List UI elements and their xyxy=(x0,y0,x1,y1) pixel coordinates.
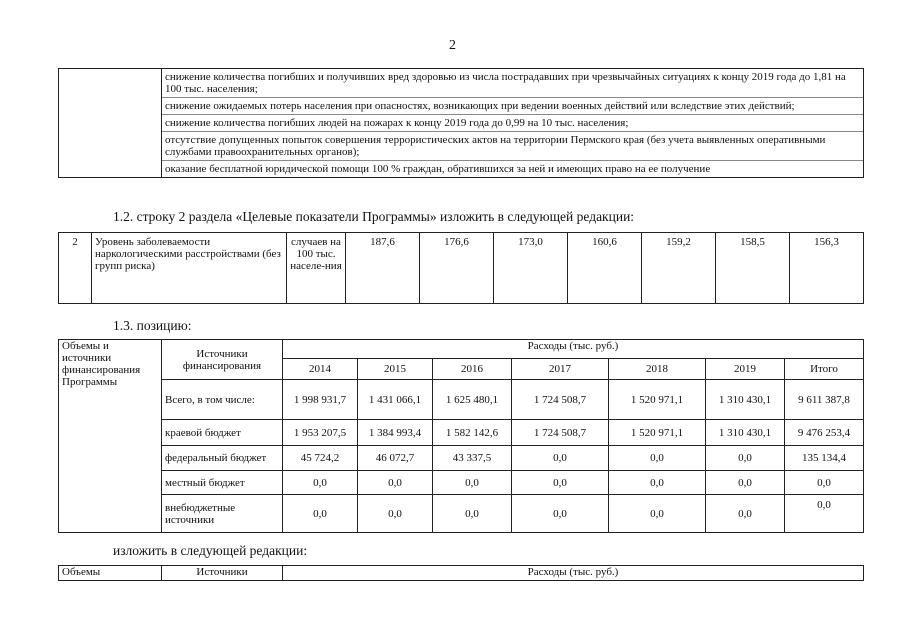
indicator-value: 159,2 xyxy=(642,233,716,304)
new-finance-table xyxy=(58,565,864,581)
indicator-table xyxy=(58,232,864,304)
finance-value: 135 134,4 xyxy=(785,446,864,471)
finance-value: 0,0 xyxy=(512,495,609,533)
table-row xyxy=(59,471,864,495)
year-header: 2018 xyxy=(609,359,706,380)
indicator-name: Уровень заболеваемости наркологическими расстройствами (без групп риска) xyxy=(92,233,287,304)
finance-value: 1 310 430,1 xyxy=(706,420,785,446)
source-name: краевой бюджет xyxy=(162,420,283,446)
finance-value: 0,0 xyxy=(433,471,512,495)
year-header: 2016 xyxy=(433,359,512,380)
indicator-value: 176,6 xyxy=(420,233,494,304)
table-row xyxy=(59,380,864,420)
finance-value: 0,0 xyxy=(785,471,864,495)
finance-value: 1 520 971,1 xyxy=(609,380,706,420)
indicator-unit: случаев на 100 тыс. населе-ния xyxy=(287,233,346,304)
finance-value: 1 998 931,7 xyxy=(283,380,358,420)
section-heading-new: изложить в следующей редакции: xyxy=(113,543,308,558)
finance-value: 1 724 508,7 xyxy=(512,380,609,420)
new-table-sources: Источники xyxy=(162,566,283,581)
year-header: 2017 xyxy=(512,359,609,380)
table-row xyxy=(59,495,864,533)
goal-item: снижение ожидаемых потерь населения при опасностях, возникающих при ведении военных действий или вследствие этих действий; xyxy=(162,97,863,114)
finance-value: 0,0 xyxy=(609,495,706,533)
section-heading-1-3: 1.3. позицию: xyxy=(113,318,192,333)
finance-value: 0,0 xyxy=(358,495,433,533)
expenses-header: Расходы (тыс. руб.) xyxy=(283,340,864,359)
finance-value: 0,0 xyxy=(609,446,706,471)
finance-table xyxy=(58,339,864,533)
finance-value: 0,0 xyxy=(706,495,785,533)
finance-value: 0,0 xyxy=(785,495,864,533)
finance-value: 0,0 xyxy=(283,471,358,495)
finance-value: 9 611 387,8 xyxy=(785,380,864,420)
finance-value: 0,0 xyxy=(512,446,609,471)
finance-value: 0,0 xyxy=(706,446,785,471)
indicator-value: 173,0 xyxy=(494,233,568,304)
indicator-value: 160,6 xyxy=(568,233,642,304)
source-name: внебюджетные источники xyxy=(162,495,283,533)
finance-value: 0,0 xyxy=(512,471,609,495)
finance-value: 1 582 142,6 xyxy=(433,420,512,446)
finance-value: 1 625 480,1 xyxy=(433,380,512,420)
finance-value: 0,0 xyxy=(358,471,433,495)
goal-item: снижение количества погибших и получивших вред здоровью из числа пострадавших при чрезвычайных ситуациях к концу 2019 года до 1,81 на 100 тыс. населения; xyxy=(165,71,846,95)
indicator-value: 187,6 xyxy=(346,233,420,304)
indicator-value: 156,3 xyxy=(790,233,864,304)
finance-value: 1 431 066,1 xyxy=(358,380,433,420)
finance-value: 0,0 xyxy=(609,471,706,495)
goal-item: снижение количества погибших людей на пожарах к концу 2019 года до 0,99 на 10 тыс. населения; xyxy=(162,114,863,131)
new-table-label: Объемы xyxy=(59,566,162,581)
finance-value: 43 337,5 xyxy=(433,446,512,471)
finance-value: 1 310 430,1 xyxy=(706,380,785,420)
finance-value: 1 953 207,5 xyxy=(283,420,358,446)
table-row xyxy=(59,420,864,446)
source-name: федеральный бюджет xyxy=(162,446,283,471)
finance-value: 0,0 xyxy=(433,495,512,533)
finance-value: 45 724,2 xyxy=(283,446,358,471)
new-table-expenses: Расходы (тыс. руб.) xyxy=(283,566,864,581)
source-name: местный бюджет xyxy=(162,471,283,495)
goal-item: отсутствие допущенных попыток совершения террористических актов на территории Пермского края (без учета выявленных оперативными службами правоохранительных органов); xyxy=(162,131,863,160)
table-row xyxy=(59,233,864,304)
finance-value: 0,0 xyxy=(283,495,358,533)
goal-item: оказание бесплатной юридической помощи 100 % граждан, обратившихся за ней и имеющих право на ее получение xyxy=(162,160,863,177)
finance-value: 1 384 993,4 xyxy=(358,420,433,446)
goals-table xyxy=(58,68,864,178)
page-number: 2 xyxy=(449,38,456,53)
finance-value: 9 476 253,4 xyxy=(785,420,864,446)
year-header: Итого xyxy=(785,359,864,380)
goals-items-cell xyxy=(162,69,864,178)
year-header: 2015 xyxy=(358,359,433,380)
goals-empty-cell xyxy=(59,69,162,178)
sources-header: Источники финансирования xyxy=(162,340,283,380)
finance-value: 0,0 xyxy=(706,471,785,495)
year-header: 2019 xyxy=(706,359,785,380)
indicator-number: 2 xyxy=(59,233,92,304)
finance-value: 1 520 971,1 xyxy=(609,420,706,446)
indicator-value: 158,5 xyxy=(716,233,790,304)
finance-label: Объемы и источники финансирования Программы xyxy=(59,340,162,533)
finance-value: 1 724 508,7 xyxy=(512,420,609,446)
source-name: Всего, в том числе: xyxy=(162,380,283,420)
year-header: 2014 xyxy=(283,359,358,380)
finance-value: 46 072,7 xyxy=(358,446,433,471)
table-row xyxy=(59,446,864,471)
section-heading-1-2: 1.2. строку 2 раздела «Целевые показатели Программы» изложить в следующей редакции: xyxy=(113,209,635,224)
